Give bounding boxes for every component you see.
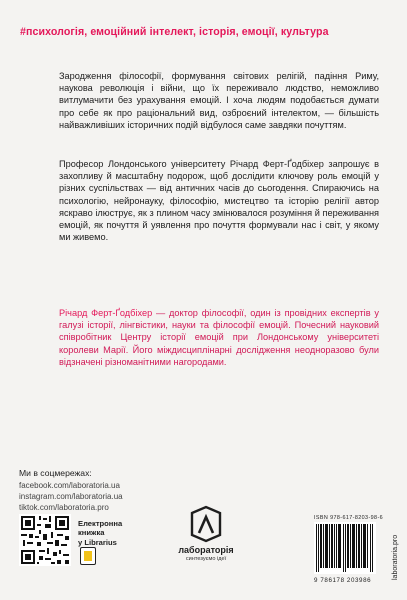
ebook-label: [78, 519, 122, 547]
side-url[interactable]: laboratoria.pro: [392, 534, 399, 580]
ebook-line-2: книжка: [78, 528, 105, 538]
paragraph-2-text: Професор Лондонського університету Річард Ферт-Ґодбіхер запрошує в захопливу й масштабну подорож, щоб дослідити ключову роль емоцій у різних суспільствах — від античних часів до сьогодення. Спираючись на психологію, нейронауку, філософію, мистецтво та історію релігії автор яскраво ілюструє, як з плином часу змінювалося розуміння й переживання емоцій, як почуття й уявлення про почуття формували нас і світ, у якому ми живемо.: [59, 159, 379, 243]
barcode-number: 9 786178 203986: [314, 577, 372, 584]
barcode: [314, 522, 376, 574]
social-links: [19, 468, 123, 513]
publisher-name: лабораторія: [178, 545, 234, 555]
social-link-instagram[interactable]: instagram.com/laboratoria.ua: [19, 492, 123, 501]
social-title: Ми в соцмережах:: [19, 468, 92, 478]
author-bio: [59, 307, 379, 368]
author-bio-body: — доктор філософії, один із провідних експертів у галузі історії, лінгвістики, науки та філософії емоцій. Почесний науковий співробітник Центру історії емоцій при Лондонському університеті королеви Марії. Його міждисциплінарні дослідження неодноразово були відзначені різноманітними нагородами.: [59, 308, 380, 367]
author-name: Річард Ферт-Ґодбіхер: [59, 308, 153, 318]
ebook-line-1: Електронна: [78, 519, 123, 528]
description-paragraph-2: [59, 158, 379, 243]
ebook-line-3: у Librarius: [78, 537, 117, 547]
librarius-icon: [80, 547, 96, 565]
publisher-tagline: синтезуємо ідеї: [185, 556, 227, 562]
social-link-facebook[interactable]: facebook.com/laboratoria.ua: [19, 481, 120, 490]
publisher-logo: [166, 505, 246, 562]
author-bio-text: [59, 307, 379, 368]
isbn-label: ISBN 978-617-8203-98-6: [314, 515, 384, 521]
publisher-lambda-icon: [188, 505, 224, 543]
hashtags-heading: #психологія, емоційний інтелект, історія, емоції, культура: [20, 26, 329, 38]
qr-code[interactable]: [19, 514, 71, 566]
paragraph-1-text: Зародження філософії, формування світових релігій, падіння Риму, наукова революція і війни, що їх переживало людство, неможливо витлумачити без урахування емоцій. І хоча людям подобається думати про себе як про раціональний вид, озброєний інтелектом, — більшість найважливіших історичних подій відбулося саме завдяки почуттям.: [59, 71, 379, 130]
description-paragraph-1: [59, 70, 379, 131]
social-link-tiktok[interactable]: tiktok.com/laboratoria.pro: [19, 503, 109, 512]
